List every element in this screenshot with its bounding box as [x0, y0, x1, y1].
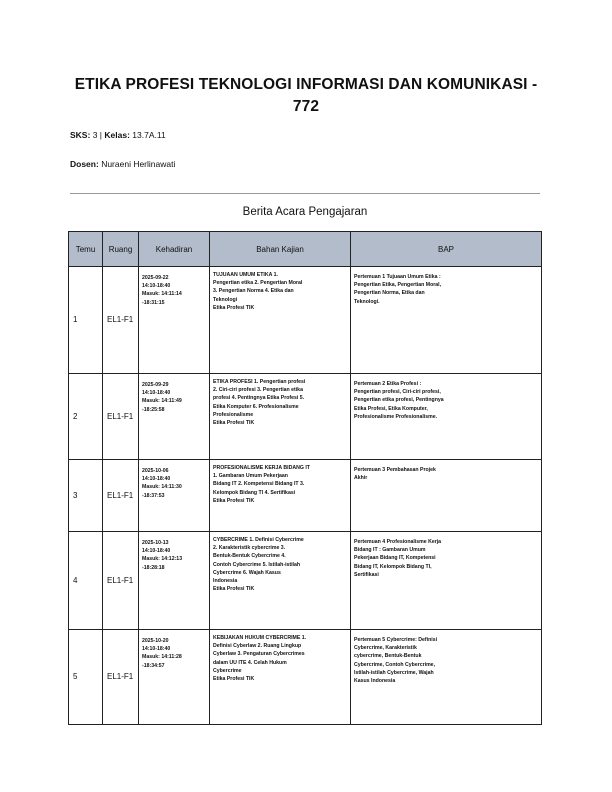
- temu-value: 2: [73, 411, 78, 421]
- cell-ruang: [103, 532, 139, 630]
- cell-bap: [351, 374, 542, 460]
- bap-line: Teknologi.: [354, 298, 380, 305]
- cell-kehadiran: [139, 267, 210, 374]
- kehadiran-line: -18:28:18: [142, 564, 165, 571]
- kehadiran-line: -18:25:58: [142, 406, 165, 413]
- kehadiran-line: Masuk: 14:12:13: [142, 556, 183, 563]
- bahan-line: PROFESIONALISME KERJA BIDANG IT: [213, 465, 310, 471]
- kehadiran-line: 2025-09-22: [142, 275, 169, 281]
- bap-line: cybercrime, Bentuk-Bentuk: [354, 653, 422, 660]
- bap-line: Pertemuan 3 Pembahasan Projek: [354, 467, 436, 473]
- cell-bahan-kajian: [210, 267, 351, 374]
- kehadiran-line: 14:10-18:40: [142, 390, 171, 397]
- kehadiran-line: Masuk: 14:11:30: [142, 484, 182, 491]
- bap-line: Pertemuan 4 Profesionalisme Kerja: [354, 539, 442, 545]
- dosen-value: Nuraeni Herlinawati: [101, 159, 176, 169]
- bahan-line: ETIKA PROFESI 1. Pengertian profesi: [213, 379, 306, 385]
- bap-line: Cybercrime, Karakteristik: [354, 645, 417, 652]
- table-row: [69, 630, 542, 725]
- kehadiran-line: 14:10-18:40: [142, 548, 171, 555]
- bahan-line: Etika Profesi TIK: [213, 586, 255, 593]
- cell-bap: [351, 532, 542, 630]
- bahan-line: 2. Karakteristik cybercrime 3.: [213, 545, 286, 552]
- kehadiran-line: 2025-10-06: [142, 468, 169, 474]
- cell-bahan-kajian: [210, 532, 351, 630]
- bahan-line: Cybercrime: [213, 667, 242, 674]
- bap-line: Bidang IT : Gambaran Umum: [354, 547, 426, 554]
- kehadiran-line: 14:10-18:40: [142, 646, 171, 653]
- bahan-line: Indonesia: [213, 578, 238, 585]
- table-header-row: [69, 232, 542, 267]
- ruang-value: EL1-F1: [107, 672, 134, 681]
- table-row: [69, 532, 542, 630]
- bahan-line: Bentuk-Bentuk Cybercrime 4.: [213, 553, 286, 560]
- cell-ruang: [103, 630, 139, 725]
- bahan-line: profesi 4. Pentingnya Etika Profesi 5.: [213, 395, 305, 402]
- cell-temu: [69, 267, 103, 374]
- cell-temu: [69, 630, 103, 725]
- kehadiran-line: 2025-10-13: [142, 540, 169, 546]
- bahan-line: dalam UU ITE 4. Celah Hukum: [213, 659, 287, 666]
- kehadiran-line: -18:37:53: [142, 492, 165, 499]
- bahan-line: 3. Pengertian Norma 4. Etika dan: [213, 288, 294, 295]
- bahan-line: 2. Ciri-ciri profesi 3. Pengertian etika: [213, 387, 303, 394]
- bahan-line: Etika Profesi TIK: [213, 676, 255, 683]
- bahan-line: Cybercrime 6. Wajah Kasus: [213, 569, 281, 576]
- bap-line: Pertemuan 2 Etika Profesi :: [354, 381, 422, 387]
- table-row: [69, 460, 542, 532]
- kehadiran-line: 2025-10-20: [142, 638, 169, 644]
- bap-line: Pengertian etika profesi, Pentingnya: [354, 397, 444, 404]
- bahan-line: TUJUAAN UMUM ETIKA 1.: [213, 272, 278, 278]
- bap-line: Sertifikasi: [354, 571, 379, 578]
- bahan-line: CYBERCRIME 1. Definisi Cybercrime: [213, 537, 304, 543]
- cell-bahan-kajian: [210, 374, 351, 460]
- header-bap: BAP: [351, 232, 542, 267]
- bahan-line: Etika Profesi TIK: [213, 497, 255, 504]
- bap-line: Pengertian Norma, Etika dan: [354, 290, 425, 297]
- bap-line: Etika Profesi, Etika Komputer,: [354, 405, 428, 412]
- kehadiran-line: Masuk: 14:11:28: [142, 654, 182, 661]
- bap-line: Pengertian Etika, Pengertian Moral,: [354, 282, 442, 289]
- header-temu: Temu: [69, 232, 103, 267]
- kehadiran-line: Masuk: 14:11:14: [142, 291, 182, 298]
- bap-line: Pekerjaan Bidang IT, Kompetensi: [354, 555, 436, 562]
- kehadiran-line: 14:10-18:40: [142, 476, 171, 483]
- bahan-line: Profesionalisme: [213, 411, 254, 418]
- table-caption: Berita Acara Pengajaran: [242, 206, 368, 218]
- bahan-line: Bidang IT 2. Kompetensi Bidang IT 3.: [213, 481, 305, 488]
- divider: [70, 193, 540, 194]
- table-row: [69, 374, 542, 460]
- bap-line: Istilah-istilah Cybercrime, Wajah: [354, 669, 434, 676]
- bahan-line: Cyberlaw 3. Pengaturan Cybercrimes: [213, 651, 305, 658]
- bahan-line: Kelompok Bidang TI 4. Sertifikasi: [213, 489, 296, 496]
- ruang-value: EL1-F1: [107, 411, 134, 421]
- bap-line: Pengertian profesi, Ciri-ciri profesi,: [354, 389, 441, 396]
- bap-line: Bidang IT, Kelompok Bidang TI,: [354, 563, 432, 570]
- bap-line: Profesionalisme Profesionalisme.: [354, 413, 438, 420]
- cell-bap: [351, 267, 542, 374]
- bahan-line: Etika Profesi TIK: [213, 420, 255, 427]
- bahan-line: KEBIJAKAN HUKUM CYBERCRIME 1.: [213, 635, 307, 641]
- ruang-value: EL1-F1: [107, 490, 134, 500]
- kehadiran-line: 2025-09-29: [142, 382, 169, 388]
- cell-kehadiran: [139, 532, 210, 630]
- kehadiran-line: -18:31:15: [142, 299, 165, 306]
- header-kehadiran: Kehadiran: [139, 232, 210, 267]
- kehadiran-line: -18:34:57: [142, 662, 165, 669]
- kehadiran-line: Masuk: 14:11:49: [142, 398, 182, 405]
- bahan-line: Contoh Cybercrime 5. Istilah-istilah: [213, 561, 301, 568]
- bap-line: Pertemuan 1 Tujuaan Umum Etika :: [354, 274, 441, 280]
- header-ruang: Ruang: [103, 232, 139, 267]
- bap-line: Cybercrime, Contoh Cybercrime,: [354, 661, 436, 668]
- ruang-value: EL1-F1: [107, 575, 134, 585]
- table-row: [69, 267, 542, 374]
- header-bahan-kajian: Bahan Kajian: [210, 232, 351, 267]
- kelas-value: 13.7A.11: [132, 130, 166, 140]
- temu-value: 1: [73, 315, 78, 324]
- cell-bahan-kajian: [210, 630, 351, 725]
- cell-temu: [69, 532, 103, 630]
- kelas-label: Kelas:: [104, 130, 130, 140]
- dosen-label: Dosen:: [70, 159, 99, 169]
- cell-ruang: [103, 374, 139, 460]
- cell-temu: [69, 374, 103, 460]
- bahan-line: Etika Komputer 6. Profesionalisme: [213, 403, 299, 410]
- bap-line: Pertemuan 5 Cybercrime: Definisi: [354, 637, 438, 643]
- cell-kehadiran: [139, 374, 210, 460]
- teaching-record-table: [68, 231, 542, 725]
- separator: |: [99, 130, 103, 140]
- cell-kehadiran: [139, 460, 210, 532]
- kehadiran-line: 14:10-18:40: [142, 283, 171, 290]
- cell-temu: [69, 460, 103, 532]
- cell-kehadiran: [139, 630, 210, 725]
- bahan-line: 1. Gambaran Umum Pekerjaan: [213, 473, 288, 480]
- sks-label: SKS:: [70, 130, 91, 140]
- bahan-line: Etika Profesi TIK: [213, 304, 255, 311]
- temu-value: 4: [73, 575, 78, 585]
- cell-ruang: [103, 460, 139, 532]
- course-title: ETIKA PROFESI TEKNOLOGI INFORMASI DAN KOMUNIKASI - 772: [74, 76, 538, 115]
- bap-line: Akhir: [354, 475, 368, 482]
- cell-bap: [351, 630, 542, 725]
- cell-bahan-kajian: [210, 460, 351, 532]
- bahan-line: Pengertian etika 2. Pengertian Moral: [213, 280, 303, 287]
- sks-value: 3: [92, 130, 98, 140]
- cell-ruang: [103, 267, 139, 374]
- temu-value: 3: [73, 490, 78, 500]
- ruang-value: EL1-F1: [107, 315, 134, 324]
- cell-bap: [351, 460, 542, 532]
- course-info-line: [70, 130, 166, 140]
- temu-value: 5: [73, 672, 78, 681]
- lecturer-line: [70, 159, 175, 169]
- bap-line: Kasus Indonesia: [354, 678, 396, 685]
- bahan-line: Definisi Cyberlaw 2. Ruang Lingkup: [213, 643, 302, 650]
- bahan-line: Teknologi: [213, 296, 238, 303]
